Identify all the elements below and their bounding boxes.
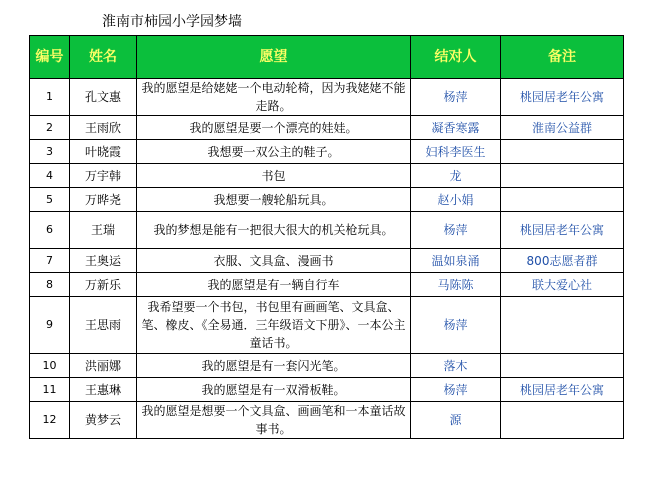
row-wish: 我的愿望是给姥姥一个电动轮椅，因为我姥姥不能走路。: [137, 79, 411, 116]
row-name: 叶晓霞: [70, 140, 137, 164]
row-name: 王瑞: [70, 212, 137, 249]
table-row: [30, 297, 624, 354]
row-pair: 凝香寒露: [411, 116, 501, 140]
row-pair: 杨萍: [411, 212, 501, 249]
row-note: [501, 188, 624, 212]
row-wish: 我想要一艘轮船玩具。: [137, 188, 411, 212]
row-note: [501, 354, 624, 378]
table-row: [30, 249, 624, 273]
row-name: 万宇韩: [70, 164, 137, 188]
row-number: 10: [30, 354, 70, 378]
row-pair: 杨萍: [411, 79, 501, 116]
header-wish: 愿望: [137, 36, 411, 79]
row-number: 9: [30, 297, 70, 354]
table-row: [30, 79, 624, 116]
row-name: 王惠琳: [70, 378, 137, 402]
row-number: 1: [30, 79, 70, 116]
row-wish: 我的愿望是有一辆自行车: [137, 273, 411, 297]
row-note: [501, 140, 624, 164]
row-wish: 我希望要一个书包，书包里有画画笔、文具盒、笔、橡皮、《全易通．三年级语文下册》、一本公主童话书。: [137, 297, 411, 354]
row-note: 淮南公益群: [501, 116, 624, 140]
table-row: [30, 140, 624, 164]
table-row: [30, 116, 624, 140]
header-name: 姓名: [70, 36, 137, 79]
row-wish: 衣服、文具盒、漫画书: [137, 249, 411, 273]
row-number: 2: [30, 116, 70, 140]
row-pair: 龙: [411, 164, 501, 188]
row-note: [501, 164, 624, 188]
row-pair: 温如泉涌: [411, 249, 501, 273]
table-row: [30, 378, 624, 402]
row-pair: 杨萍: [411, 297, 501, 354]
row-pair: 源: [411, 402, 501, 439]
row-note: 桃园居老年公寓: [501, 79, 624, 116]
header-number: 编号: [30, 36, 70, 79]
row-note: [501, 402, 624, 439]
row-number: 4: [30, 164, 70, 188]
row-number: 8: [30, 273, 70, 297]
row-name: 黄梦云: [70, 402, 137, 439]
row-name: 孔文惠: [70, 79, 137, 116]
row-name: 王雨欣: [70, 116, 137, 140]
row-name: 王奥运: [70, 249, 137, 273]
table-row: [30, 164, 624, 188]
row-wish: 书包: [137, 164, 411, 188]
row-wish: 我的愿望是有一套闪光笔。: [137, 354, 411, 378]
row-wish: 我想要一双公主的鞋子。: [137, 140, 411, 164]
row-wish: 我的愿望是想要一个文具盒、画画笔和一本童话故事书。: [137, 402, 411, 439]
header-row: [30, 36, 624, 79]
row-wish: 我的愿望是有一双滑板鞋。: [137, 378, 411, 402]
row-number: 12: [30, 402, 70, 439]
row-pair: 赵小娟: [411, 188, 501, 212]
row-name: 洪丽娜: [70, 354, 137, 378]
row-number: 11: [30, 378, 70, 402]
document-title: 淮南市柿园小学园梦墙: [102, 14, 242, 30]
table-row: [30, 354, 624, 378]
row-pair: 妇科李医生: [411, 140, 501, 164]
row-name: 万新乐: [70, 273, 137, 297]
header-pair: 结对人: [411, 36, 501, 79]
row-wish: 我的愿望是要一个漂亮的娃娃。: [137, 116, 411, 140]
row-name: 王思雨: [70, 297, 137, 354]
row-pair: 落木: [411, 354, 501, 378]
row-note: 联大爱心社: [501, 273, 624, 297]
row-pair: 马陈陈: [411, 273, 501, 297]
row-note: 800志愿者群: [501, 249, 624, 273]
table-row: [30, 273, 624, 297]
row-note: 桃园居老年公寓: [501, 378, 624, 402]
row-number: 3: [30, 140, 70, 164]
header-note: 备注: [501, 36, 624, 79]
row-note: [501, 297, 624, 354]
table-row: [30, 402, 624, 439]
table-row: [30, 188, 624, 212]
row-wish: 我的梦想是能有一把很大很大的机关枪玩具。: [137, 212, 411, 249]
table-row: [30, 212, 624, 249]
row-name: 万晔尧: [70, 188, 137, 212]
row-note: 桃园居老年公寓: [501, 212, 624, 249]
row-number: 6: [30, 212, 70, 249]
row-pair: 杨萍: [411, 378, 501, 402]
row-number: 7: [30, 249, 70, 273]
wish-table: [29, 35, 624, 439]
row-number: 5: [30, 188, 70, 212]
